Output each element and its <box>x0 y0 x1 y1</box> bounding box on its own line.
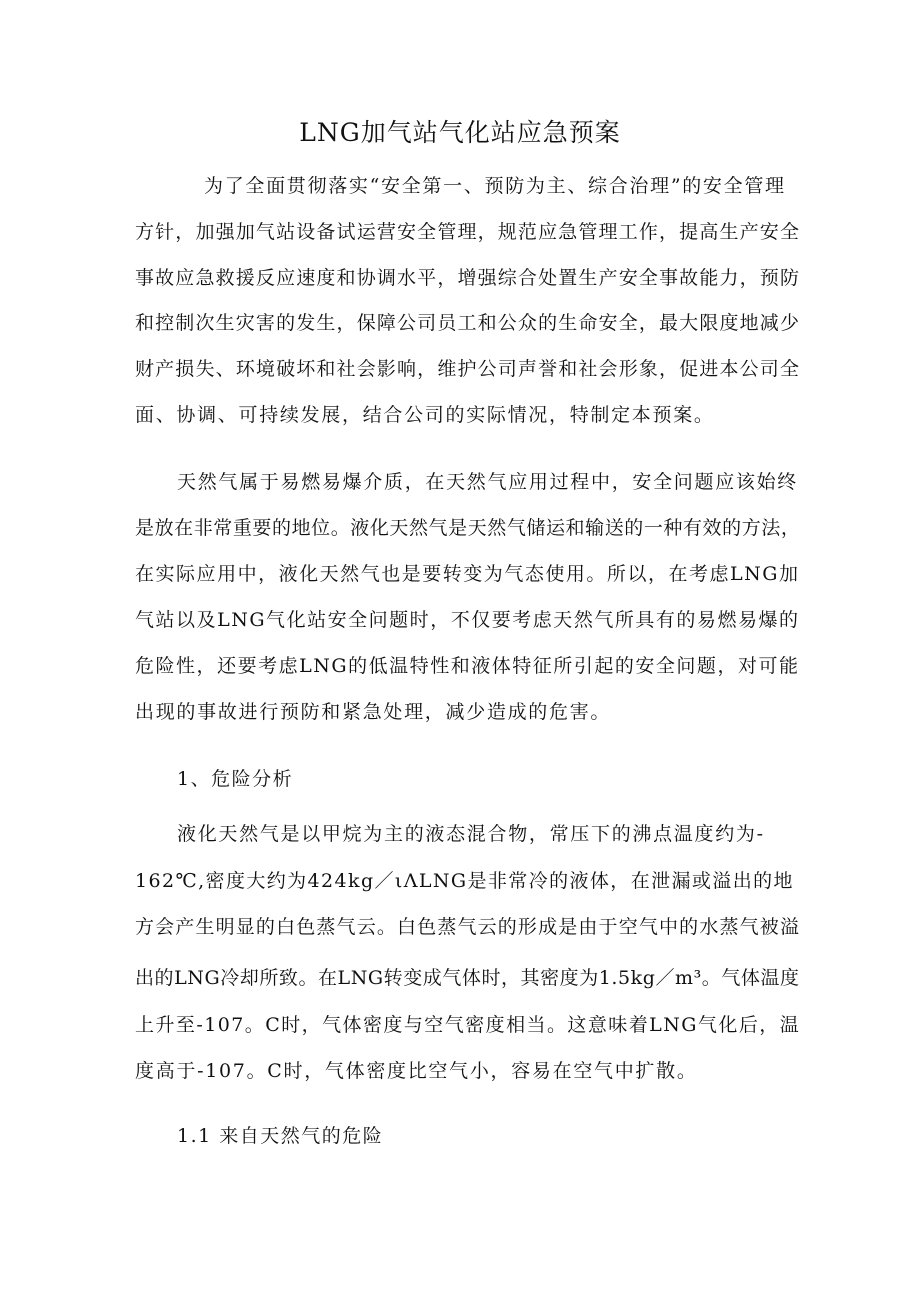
section-heading-2: 1.1 来自天然气的危险 <box>177 1125 384 1147</box>
paragraph-2-line-2: 是放在非常重要的地位。液化天然气是天然气储运和输送的一种有效的方法， <box>135 517 801 539</box>
paragraph-1-line-2: 方针，加强加气站设备试运营安全管理，规范应急管理工作，提高生产安全 <box>135 221 801 243</box>
paragraph-2-line-5: 危险性，还要考虑LNG的低温特性和液体特征所引起的安全问题，对可能 <box>135 655 800 677</box>
paragraph-3-line-5: 上升至-107。C时，气体密度与空气密度相当。这意味着LNG气化后，温 <box>135 1014 801 1036</box>
paragraph-3-line-3: 方会产生明显的白色蒸气云。白色蒸气云的形成是由于空气中的水蒸气被溢 <box>135 916 801 938</box>
paragraph-1-line-4: 和控制次生灾害的发生，保障公司员工和公众的生命安全，最大限度地减少 <box>135 312 801 334</box>
paragraph-1-line-1: 为了全面贯彻落实“安全第一、预防为主、综合治理”的安全管理 <box>204 175 786 197</box>
paragraph-1-line-3: 事故应急救援反应速度和协调水平，增强综合处置生产安全事故能力，预防 <box>135 267 801 289</box>
paragraph-3-line-1: 液化天然气是以甲烷为主的液态混合物，常压下的沸点温度约为- <box>177 823 765 845</box>
paragraph-3-line-6: 度高于-107。C时，气体密度比空气小，容易在空气中扩散。 <box>135 1060 698 1082</box>
paragraph-1-line-6: 面、协调、可持续发展，结合公司的实际情况，特制定本预案。 <box>135 404 715 426</box>
paragraph-3-line-4: 出的LNG冷却所致。在LNG转变成气体时，其密度为1.5kg／m³。气体温度 <box>135 967 800 989</box>
paragraph-2-line-3: 在实际应用中，液化天然气也是要转变为气态使用。所以，在考虑LNG加 <box>135 563 800 585</box>
paragraph-3-line-2: 162℃,密度大约为424kg／ιΛLNG是非常冷的液体，在泄漏或溢出的地 <box>135 870 794 892</box>
paragraph-2-line-4: 气站以及LNG气化站安全问题时，不仅要考虑天然气所具有的易燃易爆的 <box>135 609 800 631</box>
paragraph-1-line-5: 财产损失、环境破坏和社会影响，维护公司声誉和社会形象，促进本公司全 <box>135 358 801 380</box>
paragraph-2-line-6: 出现的事故进行预防和紧急处理，减少造成的危害。 <box>135 701 612 723</box>
document-title: LNG加气站气化站应急预案 <box>299 118 621 147</box>
section-heading-1: 1、危险分析 <box>177 768 294 790</box>
paragraph-2-line-1: 天然气属于易燃易爆介质，在天然气应用过程中，安全问题应该始终 <box>177 471 799 493</box>
